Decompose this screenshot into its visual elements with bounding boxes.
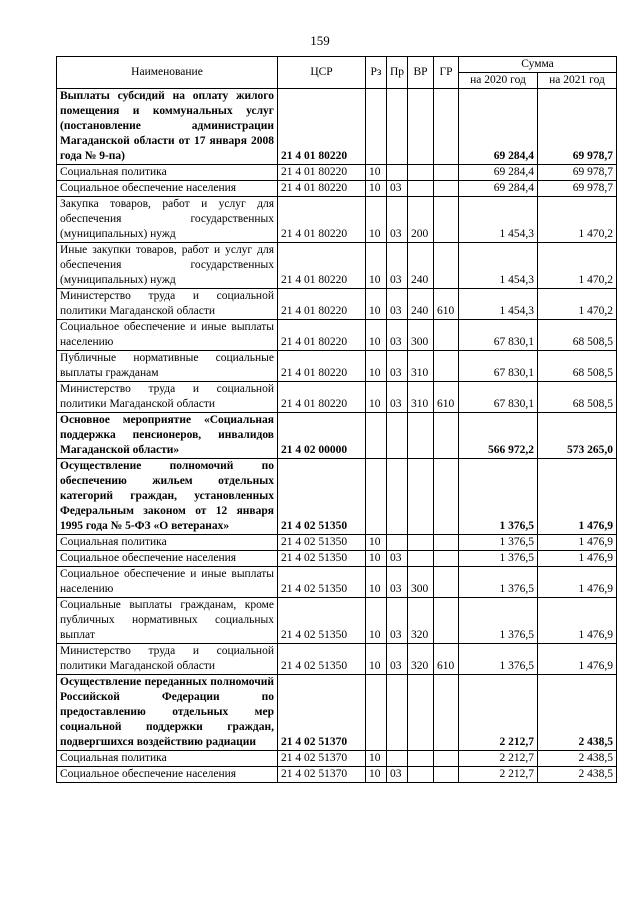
table-row [57, 644, 617, 675]
row-gr [434, 598, 459, 644]
row-sum-2020: 69 284,4 [459, 181, 538, 197]
row-pr: 03 [387, 767, 408, 783]
row-vr [408, 89, 434, 165]
row-vr [408, 551, 434, 567]
row-name: Иные закупки товаров, работ и услуг для обеспечения государственных (муниципальных) нужд [57, 243, 278, 289]
row-sum-2021: 573 265,0 [538, 413, 617, 459]
row-csr: 21 4 02 51350 [278, 551, 366, 567]
row-vr: 310 [408, 382, 434, 413]
row-pr [387, 413, 408, 459]
table-row [57, 165, 617, 181]
header-year-2020: на 2020 год [459, 73, 538, 89]
row-gr [434, 535, 459, 551]
row-sum-2020: 67 830,1 [459, 320, 538, 351]
row-gr [434, 567, 459, 598]
row-sum-2021: 1 476,9 [538, 567, 617, 598]
row-rz [366, 89, 387, 165]
row-pr [387, 459, 408, 535]
header-rz: Рз [366, 57, 387, 89]
row-gr [434, 751, 459, 767]
row-name: Основное мероприятие «Социальная поддержка пенсионеров, инвалидов Магаданской области» [57, 413, 278, 459]
row-rz: 10 [366, 598, 387, 644]
row-sum-2020: 1 376,5 [459, 567, 538, 598]
row-sum-2021: 1 476,9 [538, 459, 617, 535]
row-gr [434, 181, 459, 197]
table-body [57, 89, 617, 783]
row-vr [408, 535, 434, 551]
row-vr: 240 [408, 289, 434, 320]
row-name: Министерство труда и социальной политики Магаданской области [57, 289, 278, 320]
row-sum-2020: 1 454,3 [459, 197, 538, 243]
row-name: Закупка товаров, работ и услуг для обеспечения государственных (муниципальных) нужд [57, 197, 278, 243]
row-vr [408, 459, 434, 535]
row-sum-2020: 1 376,5 [459, 644, 538, 675]
header-pr: Пр [387, 57, 408, 89]
row-gr [434, 197, 459, 243]
row-sum-2020: 1 454,3 [459, 289, 538, 320]
row-pr: 03 [387, 197, 408, 243]
row-gr [434, 767, 459, 783]
row-sum-2020: 69 284,4 [459, 89, 538, 165]
row-sum-2021: 1 470,2 [538, 197, 617, 243]
table-row [57, 567, 617, 598]
row-sum-2021: 69 978,7 [538, 165, 617, 181]
row-rz: 10 [366, 567, 387, 598]
row-pr: 03 [387, 243, 408, 289]
row-csr: 21 4 02 51350 [278, 535, 366, 551]
row-csr: 21 4 01 80220 [278, 89, 366, 165]
row-vr: 310 [408, 351, 434, 382]
row-vr: 320 [408, 644, 434, 675]
row-gr [434, 551, 459, 567]
row-gr [434, 165, 459, 181]
row-gr [434, 320, 459, 351]
row-csr: 21 4 02 51350 [278, 644, 366, 675]
table-row [57, 551, 617, 567]
row-sum-2020: 1 376,5 [459, 535, 538, 551]
row-csr: 21 4 02 51370 [278, 675, 366, 751]
row-sum-2021: 2 438,5 [538, 675, 617, 751]
row-sum-2021: 1 476,9 [538, 598, 617, 644]
table-row [57, 767, 617, 783]
table-row [57, 675, 617, 751]
row-gr [434, 413, 459, 459]
row-name: Министерство труда и социальной политики Магаданской области [57, 382, 278, 413]
row-gr [434, 675, 459, 751]
row-vr: 300 [408, 320, 434, 351]
row-rz: 10 [366, 289, 387, 320]
row-name: Социальное обеспечение населения [57, 181, 278, 197]
row-sum-2021: 69 978,7 [538, 181, 617, 197]
row-sum-2021: 1 470,2 [538, 289, 617, 320]
row-sum-2021: 1 476,9 [538, 535, 617, 551]
row-vr: 320 [408, 598, 434, 644]
row-rz: 10 [366, 767, 387, 783]
row-gr [434, 89, 459, 165]
row-pr [387, 165, 408, 181]
row-vr [408, 181, 434, 197]
row-pr: 03 [387, 320, 408, 351]
table-row [57, 751, 617, 767]
row-rz [366, 675, 387, 751]
table-row [57, 351, 617, 382]
table-row [57, 459, 617, 535]
row-sum-2021: 68 508,5 [538, 351, 617, 382]
row-rz: 10 [366, 351, 387, 382]
header-gr: ГР [434, 57, 459, 89]
row-sum-2020: 1 376,5 [459, 598, 538, 644]
row-name: Социальные выплаты гражданам, кроме публичных нормативных социальных выплат [57, 598, 278, 644]
row-name: Социальная политика [57, 751, 278, 767]
row-sum-2021: 68 508,5 [538, 382, 617, 413]
row-sum-2021: 1 476,9 [538, 644, 617, 675]
row-sum-2020: 1 454,3 [459, 243, 538, 289]
row-name: Министерство труда и социальной политики Магаданской области [57, 644, 278, 675]
row-sum-2020: 2 212,7 [459, 751, 538, 767]
header-name: Наименование [57, 57, 278, 89]
row-pr: 03 [387, 351, 408, 382]
row-gr: 610 [434, 644, 459, 675]
row-pr [387, 535, 408, 551]
row-name: Социальная политика [57, 535, 278, 551]
row-gr [434, 459, 459, 535]
table-row [57, 382, 617, 413]
row-csr: 21 4 01 80220 [278, 320, 366, 351]
row-rz: 10 [366, 382, 387, 413]
row-pr: 03 [387, 598, 408, 644]
row-name: Социальное обеспечение населения [57, 551, 278, 567]
row-vr [408, 767, 434, 783]
row-name: Осуществление переданных полномочий Российской Федерации по предоставлению отдельных мер социальной поддержки граждан, подвергшихся воздействию радиации [57, 675, 278, 751]
row-vr: 240 [408, 243, 434, 289]
row-csr: 21 4 02 51350 [278, 598, 366, 644]
row-name: Осуществление полномочий по обеспечению жильем отдельных категорий граждан, установленных Федеральным законом от 12 января 1995 года № 5-ФЗ «О ветеранах» [57, 459, 278, 535]
row-vr: 300 [408, 567, 434, 598]
row-pr: 03 [387, 289, 408, 320]
row-gr: 610 [434, 289, 459, 320]
row-name: Социальное обеспечение населения [57, 767, 278, 783]
row-csr: 21 4 01 80220 [278, 382, 366, 413]
row-csr: 21 4 02 51350 [278, 567, 366, 598]
row-rz [366, 413, 387, 459]
table-row [57, 535, 617, 551]
row-sum-2020: 2 212,7 [459, 675, 538, 751]
row-csr: 21 4 01 80220 [278, 181, 366, 197]
row-pr [387, 89, 408, 165]
page-number: 159 [310, 33, 330, 48]
row-gr [434, 243, 459, 289]
row-vr [408, 751, 434, 767]
table-header-row [57, 57, 617, 73]
row-sum-2021: 1 470,2 [538, 243, 617, 289]
row-sum-2021: 69 978,7 [538, 89, 617, 165]
row-csr: 21 4 01 80220 [278, 351, 366, 382]
row-sum-2020: 566 972,2 [459, 413, 538, 459]
row-csr: 21 4 02 51350 [278, 459, 366, 535]
row-rz: 10 [366, 551, 387, 567]
row-rz: 10 [366, 644, 387, 675]
row-gr: 610 [434, 382, 459, 413]
header-vr: ВР [408, 57, 434, 89]
row-rz: 10 [366, 535, 387, 551]
row-gr [434, 351, 459, 382]
row-sum-2020: 67 830,1 [459, 351, 538, 382]
row-pr: 03 [387, 181, 408, 197]
row-vr [408, 675, 434, 751]
row-pr [387, 675, 408, 751]
budget-table [56, 56, 617, 783]
row-sum-2021: 68 508,5 [538, 320, 617, 351]
header-csr: ЦСР [278, 57, 366, 89]
row-csr: 21 4 02 00000 [278, 413, 366, 459]
row-vr [408, 165, 434, 181]
row-sum-2021: 2 438,5 [538, 767, 617, 783]
row-name: Социальная политика [57, 165, 278, 181]
row-sum-2020: 67 830,1 [459, 382, 538, 413]
row-rz: 10 [366, 243, 387, 289]
row-csr: 21 4 01 80220 [278, 289, 366, 320]
row-sum-2020: 1 376,5 [459, 459, 538, 535]
row-vr: 200 [408, 197, 434, 243]
row-name: Социальное обеспечение и иные выплаты населению [57, 567, 278, 598]
row-csr: 21 4 01 80220 [278, 197, 366, 243]
row-rz: 10 [366, 165, 387, 181]
row-pr: 03 [387, 551, 408, 567]
header-year-2021: на 2021 год [538, 73, 617, 89]
table-row [57, 289, 617, 320]
table-row [57, 89, 617, 165]
table-row [57, 181, 617, 197]
row-sum-2020: 2 212,7 [459, 767, 538, 783]
row-rz: 10 [366, 181, 387, 197]
table-row [57, 197, 617, 243]
table-row [57, 413, 617, 459]
row-pr: 03 [387, 567, 408, 598]
row-name: Публичные нормативные социальные выплаты гражданам [57, 351, 278, 382]
header-sum: Сумма [459, 57, 617, 73]
row-name: Выплаты субсидий на оплату жилого помещения и коммунальных услуг (постановление администрации Магаданской области от 17 января 2008 года № 9-па) [57, 89, 278, 165]
row-csr: 21 4 01 80220 [278, 243, 366, 289]
row-vr [408, 413, 434, 459]
row-sum-2021: 2 438,5 [538, 751, 617, 767]
row-name: Социальное обеспечение и иные выплаты населению [57, 320, 278, 351]
row-pr [387, 751, 408, 767]
table-row [57, 320, 617, 351]
row-pr: 03 [387, 382, 408, 413]
table-row [57, 243, 617, 289]
row-sum-2021: 1 476,9 [538, 551, 617, 567]
row-rz: 10 [366, 197, 387, 243]
row-csr: 21 4 01 80220 [278, 165, 366, 181]
table-row [57, 598, 617, 644]
row-csr: 21 4 02 51370 [278, 751, 366, 767]
row-rz [366, 459, 387, 535]
row-pr: 03 [387, 644, 408, 675]
row-sum-2020: 69 284,4 [459, 165, 538, 181]
row-rz: 10 [366, 320, 387, 351]
row-csr: 21 4 02 51370 [278, 767, 366, 783]
row-rz: 10 [366, 751, 387, 767]
row-sum-2020: 1 376,5 [459, 551, 538, 567]
